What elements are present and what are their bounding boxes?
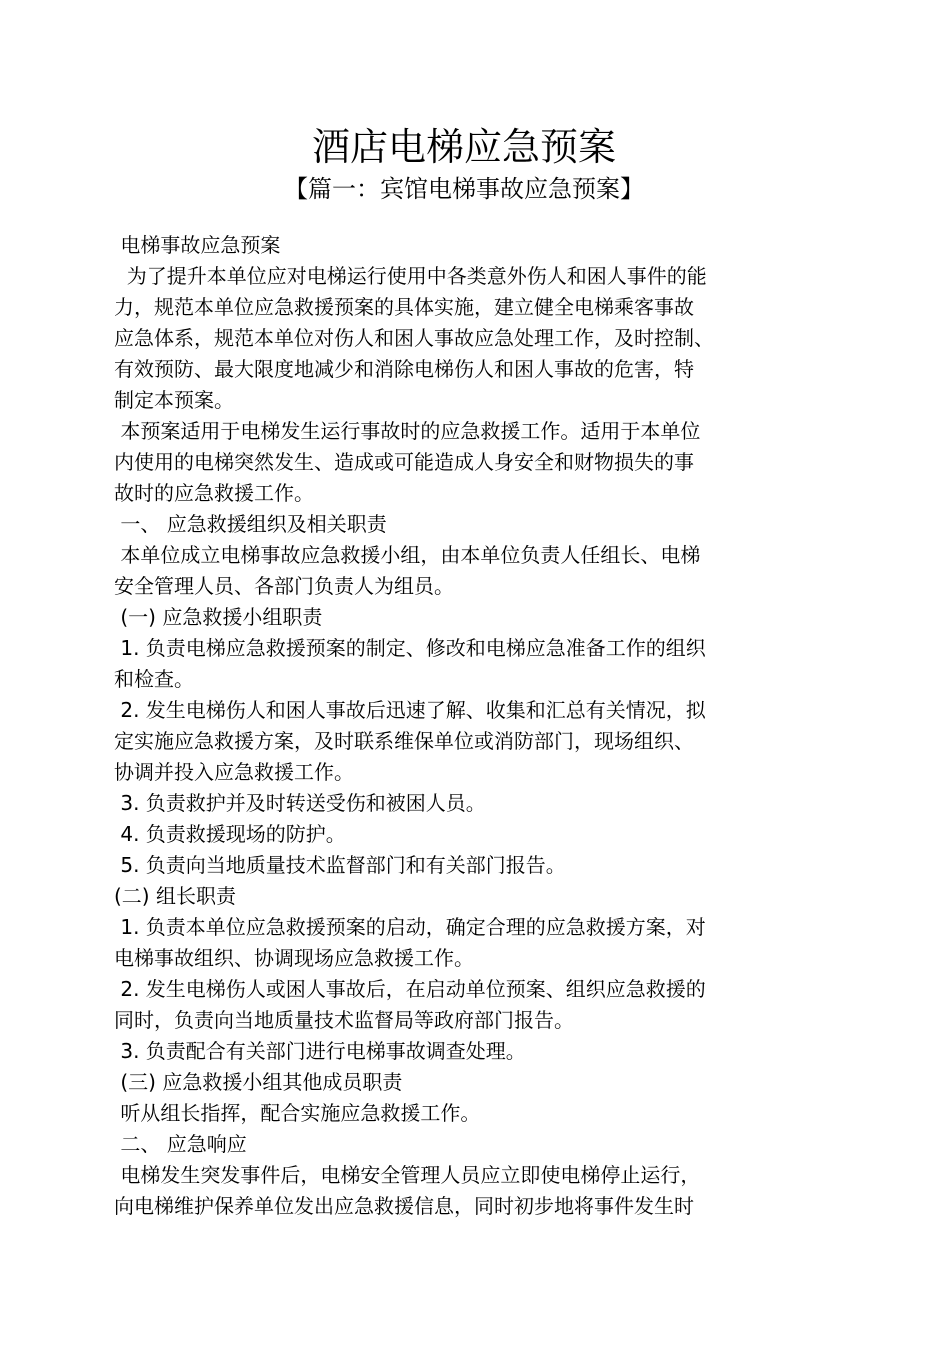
- body-line: 内使用的电梯突然发生、造成或可能造成人身安全和财物损失的事: [114, 450, 694, 474]
- body-line: 应急体系，规范本单位对伤人和困人事故应急处理工作，及时控制、: [114, 326, 714, 350]
- body-line: 5. 负责向当地质量技术监督部门和有关部门报告。: [114, 853, 566, 877]
- body-line: 电梯发生突发事件后，电梯安全管理人员应立即使电梯停止运行，: [114, 1163, 701, 1187]
- body-line: 为了提升本单位应对电梯运行使用中各类意外伤人和困人事件的能: [114, 264, 707, 288]
- body-line: 电梯事故应急预案: [114, 233, 281, 257]
- body-line: 协调并投入应急救援工作。: [114, 760, 354, 784]
- body-line: 4. 负责救援现场的防护。: [114, 822, 346, 846]
- body-line: 有效预防、最大限度地减少和消除电梯伤人和困人事故的危害，特: [114, 357, 694, 381]
- body-line: 向电梯维护保养单位发出应急救援信息，同时初步地将事件发生时: [114, 1194, 694, 1218]
- body-line: 本单位成立电梯事故应急救援小组，由本单位负责人任组长、电梯: [114, 543, 701, 567]
- document-subtitle: 【篇一：宾馆电梯事故应急预案】: [284, 175, 644, 203]
- body-line: 听从组长指挥，配合实施应急救援工作。: [114, 1101, 481, 1125]
- body-line: 制定本预案。: [114, 388, 234, 412]
- body-line: 1. 负责电梯应急救援预案的制定、修改和电梯应急准备工作的组织: [114, 636, 706, 660]
- body-line: 2. 发生电梯伤人和困人事故后迅速了解、收集和汇总有关情况，拟: [114, 698, 706, 722]
- document-body: [114, 230, 774, 1222]
- body-line: 3. 负责配合有关部门进行电梯事故调查处理。: [114, 1039, 526, 1063]
- body-line: 2. 发生电梯伤人或困人事故后，在启动单位预案、组织应急救援的: [114, 977, 706, 1001]
- body-line: (一) 应急救援小组职责: [114, 605, 323, 629]
- body-line: 故时的应急救援工作。: [114, 481, 314, 505]
- body-line: 本预案适用于电梯发生运行事故时的应急救援工作。适用于本单位: [114, 419, 701, 443]
- body-line: 力，规范本单位应急救援预案的具体实施，建立健全电梯乘客事故: [114, 295, 694, 319]
- body-line: (二) 组长职责: [114, 884, 236, 908]
- body-line: 定实施应急救援方案，及时联系维保单位或消防部门，现场组织、: [114, 729, 694, 753]
- body-line: 一、 应急救援组织及相关职责: [114, 512, 387, 536]
- body-line: 安全管理人员、各部门负责人为组员。: [114, 574, 454, 598]
- document-title: 酒店电梯应急预案: [311, 125, 616, 169]
- body-line: 1. 负责本单位应急救援预案的启动，确定合理的应急救援方案，对: [114, 915, 706, 939]
- body-line: 二、 应急响应: [114, 1132, 247, 1156]
- body-line: 和检查。: [114, 667, 194, 691]
- body-line: 3. 负责救护并及时转送受伤和被困人员。: [114, 791, 486, 815]
- body-line: 电梯事故组织、协调现场应急救援工作。: [114, 946, 474, 970]
- body-line: (三) 应急救援小组其他成员职责: [114, 1070, 403, 1094]
- body-line: 同时，负责向当地质量技术监督局等政府部门报告。: [114, 1008, 574, 1032]
